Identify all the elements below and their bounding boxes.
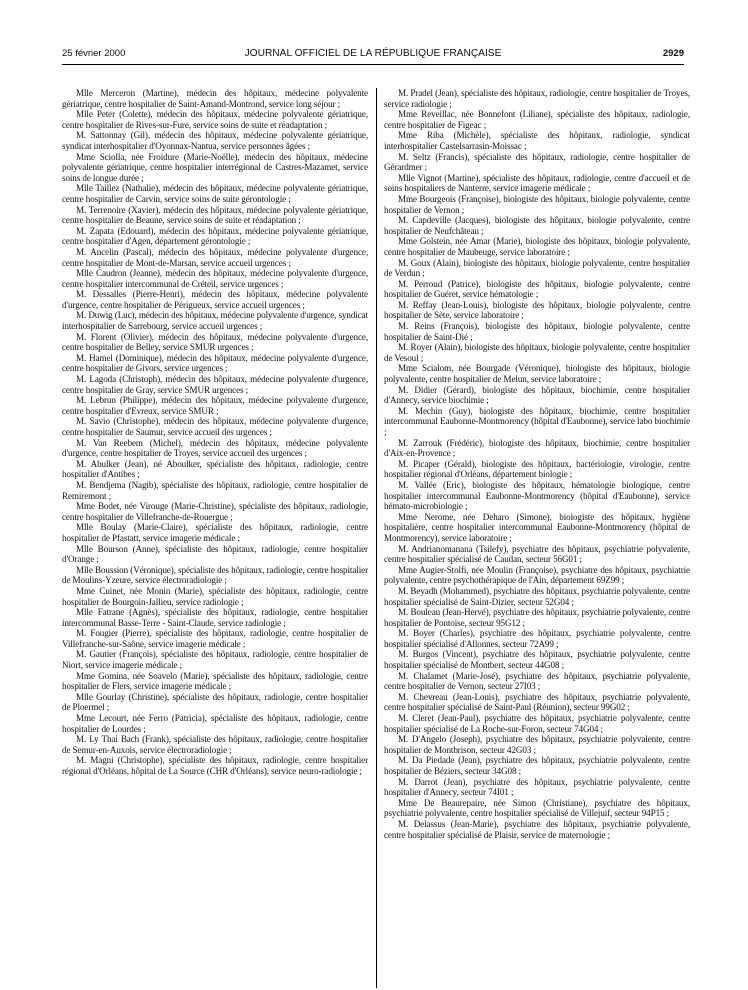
appointment-entry: Mme Scialom, née Bourgade (Véronique), biologiste des hôpitaux, biologie polyvalente, centre hospitalier de Melun, service laboratoire ; (384, 363, 690, 385)
appointment-entry: M. Andrianomanana (Tsilefy), psychiatre des hôpitaux, psychiatrie polyvalente, centre hospitalier spécialisé de Caudan, secteur 56G01 ; (384, 543, 690, 565)
appointment-entry: Mme Golstein, née Amar (Marie), biologiste des hôpitaux, biologie polyvalente, centre hospitalier de Maubeuge, service laboratoire ; (384, 236, 690, 257)
appointment-entry: M. Florent (Olivier), médecin des hôpitaux, médecine polyvalente d'urgence, centre hospitalier de Belley, service SMUR urgences ; (62, 331, 368, 353)
appointment-entry: Mme Gomina, née Soavelo (Marie), spécialiste des hôpitaux, radiologie, centre hospitalier de Flers, service imagerie médicale ; (62, 670, 368, 692)
appointment-entry: Mme Lecourt, née Ferro (Patricia), spécialiste des hôpitaux, radiologie, centre hospitalier de Lourdes ; (62, 713, 368, 734)
appointment-entry: M. Beyadh (Mohammed), psychiatre des hôpitaux, psychiatrie polyvalente, centre hospitalier spécialisé de Saint-Dizier, secteur 52G04 ; (384, 585, 690, 607)
appointment-entry: M. Ancelin (Pascal), médecin des hôpitaux, médecine polyvalente d'urgence, centre hospitalier de Mont-de-Marsan, service accueil urgences ; (62, 246, 368, 268)
appointment-entry: Mlle Fatrane (Agnès), spécialiste des hôpitaux, radiologie, centre hospitalier intercommunal Basse-Terre - Saint-Claude, service radiologie ; (62, 607, 368, 628)
journal-title: JOURNAL OFFICIEL DE LA RÉPUBLIQUE FRANÇAISE (244, 48, 502, 59)
appointment-entry: M. Boyer (Charles), psychiatre des hôpitaux, psychiatrie polyvalente, centre hospitalier spécialisé d'Allonnes, secteur 72A99 ; (384, 628, 690, 649)
appointment-entry: M. Mechin (Guy), biologiste des hôpitaux, biochimie, centre hospitalier intercommunal Eaubonne-Montmorency (hôpital d'Eaubonne), service labo biochimie ; (384, 405, 690, 437)
appointment-entry: Mlle Boulay (Marie-Claire), spécialiste des hôpitaux, radiologie, centre hospitalier de Pfastatt, service imagerie médicale ; (62, 522, 368, 543)
appointment-entry: Mme Augier-Stolfi, née Moulin (Françoise), psychiatre des hôpitaux, psychiatrie polyvalente, centre psychothérapique de l'Ain, département 69Z99 ; (384, 564, 690, 586)
appointment-entry: Mme De Beaurepaire, née Simon (Christiane), psychiatre des hôpitaux, psychiatrie polyvalente, centre hospitalier spécialisé de Villejuif, secteur 94P15 ; (384, 797, 690, 819)
appointment-entry: M. Dessalles (Pierre-Henri), médecin des hôpitaux, médecine polyvalente d'urgence, centre hospitalier de Périgueux, service accueil urgences ; (62, 289, 368, 310)
appointment-entry: M. Fougier (Pierre), spécialiste des hôpitaux, radiologie, centre hospitalier de Villefranche-sur-Saône, service imagerie médicale ; (62, 628, 368, 649)
appointment-entry: Mme Nerome, née Deharo (Simone), biologiste des hôpitaux, hygiène hospitalière, centre hospitalier intercommunal Eaubonne-Montmorency (hôpital de Montmorency), service laboratoire ; (384, 511, 690, 543)
appointment-entry: M. Capdeville (Jacques), biologiste des hôpitaux, biologie polyvalente, centre hospitalier de Neufchâteau ; (384, 215, 690, 236)
right-column (384, 88, 690, 988)
appointment-entry: Mme Reveillac, née Bonnefont (Liliane), spécialiste des hôpitaux, radiologie, centre hospitalier de Figeac ; (384, 109, 690, 130)
appointment-entry: M. Ly Thai Bach (Frank), spécialiste des hôpitaux, radiologie, centre hospitalier de Semur-en-Auxois, service électroradiologie ; (62, 734, 368, 755)
appointment-entry: M. Zarrouk (Frédéric), biologiste des hôpitaux, biochimie, centre hospitalier d'Aix-en-Provence ; (384, 437, 690, 459)
appointment-entry: M. Gautier (François), spécialiste des hôpitaux, radiologie, centre hospitalier de Niort, service imagerie médicale ; (62, 649, 368, 671)
appointment-entry: Mme Riba (Michèle), spécialiste des hôpitaux, radiologie, syndicat interhospitalier Castelsarrasin-Moissac ; (384, 130, 690, 151)
appointment-entry: Mlle Caudron (Jeanne), médecin des hôpitaux, médecine polyvalente d'urgence, centre hospitalier intercommunal de Créteil, service urgences ; (62, 268, 368, 289)
appointment-entry: Mme Cuinet, née Monin (Marie), spécialiste des hôpitaux, radiologie, centre hospitalier de Bourgoin-Jallieu, service radiologie ; (62, 585, 368, 607)
appointment-entry: M. Duwig (Luc), médecin des hôpitaux, médecine polyvalente d'urgence, syndicat interhospitalier de Sarrebourg, service accueil urgences ; (62, 310, 368, 332)
appointment-entry: M. Savio (Christophe), médecin des hôpitaux, médecine polyvalente d'urgence, centre hospitalier de Saumur, service accueil des urgences ; (62, 416, 368, 437)
appointment-entry: M. Reffay (Jean-Louis), biologiste des hôpitaux, biologie polyvalente, centre hospitalier de Sète, service laboratoire ; (384, 299, 690, 321)
left-column (62, 88, 368, 988)
appointment-entry: Mlle Peter (Colette), médecin des hôpitaux, médecine polyvalente gériatrique, centre hospitalier de Rives-sur-Fure, service soins de suite et réadaptation ; (62, 109, 368, 130)
appointment-entry: M. Van Reebem (Michel), médecin des hôpitaux, médecine polyvalente d'urgence, centre hospitalier de Troyes, service accueil des urgences ; (62, 437, 368, 459)
appointment-entry: Mme Sciolla, née Froidure (Marie-Noëlle), médecin des hôpitaux, médecine polyvalente gériatrique, centre hospitalier interrégional de Castres-Mazamet, service soins de longue durée ; (62, 151, 368, 183)
appointment-entry: Mlle Merceron (Martine), médecin des hôpitaux, médecine polyvalente gériatrique, centre hospitalier de Saint-Amand-Montrond, service long séjour ; (62, 88, 368, 109)
appointment-entry: M. Da Piedade (Jean), psychiatre des hôpitaux, psychiatrie polyvalente, centre hospitalier de Béziers, secteur 34G08 ; (384, 755, 690, 776)
appointment-entry: Mlle Bourson (Anne), spécialiste des hôpitaux, radiologie, centre hospitalier d'Orange ; (62, 543, 368, 565)
page-header (62, 48, 684, 62)
appointment-entry: M. D'Angelo (Joseph), psychiatre des hôpitaux, psychiatrie polyvalente, centre hospitalier de Montbrison, secteur 42G03 ; (384, 734, 690, 755)
appointment-entry: M. Goux (Alain), biologiste des hôpitaux, biologie polyvalente, centre hospitalier de Verdun ; (384, 257, 690, 279)
appointment-entry: M. Perroud (Patrice), biologiste des hôpitaux, biologie polyvalente, centre hospitalier de Guéret, service hématologie ; (384, 278, 690, 300)
appointment-entry: M. Chevreau (Jean-Louis), psychiatre des hôpitaux, psychiatrie polyvalente, centre hospitalier spécialisé de Saint-Paul (Réunion), secteur 99G02 ; (384, 691, 690, 713)
appointment-entry: M. Magni (Christophe), spécialiste des hôpitaux, radiologie, centre hospitalier régional d'Orléans, hôpital de La Source (CHR d'Orléans), service neuro-radiologie ; (62, 755, 368, 776)
appointment-entry: M. Delassus (Jean-Marie), psychiatre des hôpitaux, psychiatrie polyvalente, centre hospitalier spécialisé de Plaisir, service de maternologie ; (384, 818, 690, 840)
appointment-entry: M. Hamel (Dominique), médecin des hôpitaux, médecine polyvalente d'urgence, centre hospitalier de Givors, service urgences ; (62, 352, 368, 374)
appointment-entry: M. Seltz (Francis), spécialiste des hôpitaux, radiologie, centre hospitalier de Gérardmer ; (384, 151, 690, 173)
appointment-entry: Mme Bourgeois (Françoise), biologiste des hôpitaux, biologie polyvalente, centre hospitalier de Vernon ; (384, 193, 690, 215)
appointment-entry: M. Abulker (Jean), né Aboulker, spécialiste des hôpitaux, radiologie, centre hospitalier d'Antibes ; (62, 458, 368, 480)
appointment-entry: M. Picaper (Gérald), biologiste des hôpitaux, bactériologie, virologie, centre hospitalier régional d'Orléans, département biologie ; (384, 458, 690, 480)
appointment-entry: M. Didier (Gérard), biologiste des hôpitaux, biochimie, centre hospitalier d'Annecy, service biochimie ; (384, 384, 690, 406)
header-date: 25 février 2000 (62, 48, 126, 59)
appointment-entry: Mlle Gourlay (Christine), spécialiste des hôpitaux, radiologie, centre hospitalier de Ploermel ; (62, 691, 368, 713)
appointment-entry: M. Sattonnay (Gil), médecin des hôpitaux, médecine polyvalente gériatrique, syndicat interhospitalier d'Oyonnax-Nantua, service personnes âgées ; (62, 130, 368, 151)
appointment-entry: M. Bendjema (Nagib), spécialiste des hôpitaux, radiologie, centre hospitalier de Remiremont ; (62, 479, 368, 501)
appointment-entry: M. Burgos (Vincent), psychiatre des hôpitaux, psychiatrie polyvalente, centre hospitalier spécialisé de Montbert, secteur 44G08 ; (384, 649, 690, 671)
appointment-entry: M. Chalamet (Marie-José), psychiatre des hôpitaux, psychiatrie polyvalente, centre hospitalier de Vernon, secteur 27I03 ; (384, 670, 690, 692)
appointment-entry: M. Zapata (Edouard), médecin des hôpitaux, médecine polyvalente gériatrique, centre hospitalier d'Agen, département gérontologie ; (62, 225, 368, 247)
appointment-entry: M. Pradel (Jean), spécialiste des hôpitaux, radiologie, centre hospitalier de Troyes, service radiologie ; (384, 88, 690, 109)
appointment-entry: M. Lebrun (Philippe), médecin des hôpitaux, médecine polyvalente d'urgence, centre hospitalier d'Evreux, service SMUR ; (62, 395, 368, 416)
appointment-entry: Mlle Vignot (Martine), spécialiste des hôpitaux, radiologie, centre d'accueil et de soins hospitaliers de Nanterre, service imagerie médicale ; (384, 172, 690, 194)
appointment-entry: M. Bouleau (Jean-Hervé), psychiatre des hôpitaux, psychiatrie polyvalente, centre hospitalier de Pontoise, secteur 95G12 ; (384, 607, 690, 628)
text-columns (62, 88, 690, 988)
header-rule (62, 64, 684, 65)
appointment-entry: Mlle Boussion (Véronique), spécialiste des hôpitaux, radiologie, centre hospitalier de Moulins-Yzeure, service électroradiologie ; (62, 564, 368, 586)
appointment-entry: M. Reins (François), biologiste des hôpitaux, biologie polyvalente, centre hospitalier de Saint-Dié ; (384, 321, 690, 342)
appointment-entry: Mme Bodet, née Virouge (Marie-Christine), spécialiste des hôpitaux, radiologie, centre hospitalier de Villefranche-de-Rouergue ; (62, 501, 368, 522)
appointment-entry: M. Terrenoire (Xavier), médecin des hôpitaux, médecine polyvalente gériatrique, centre hospitalier de Beaune, service soins de suite et réadaptation ; (62, 204, 368, 226)
appointment-entry: M. Lagoda (Christoph), médecin des hôpitaux, médecine polyvalente d'urgence, centre hospitalier de Gray, service SMUR urgences ; (62, 374, 368, 395)
appointment-entry: M. Vallée (Eric), biologiste des hôpitaux, hématologie biologique, centre hospitalier intercommunal Eaubonne-Montmorency (hôpital d'Eaubonne), service hémato-microbiologie ; (384, 479, 690, 512)
page-number: 2929 (662, 48, 684, 59)
appointment-entry: Mlle Taillez (Nathalie), médecin des hôpitaux, médecine polyvalente gériatrique, centre hospitalier de Carvin, service soins de suite gérontologie ; (62, 183, 368, 204)
column-divider (376, 88, 377, 988)
appointment-entry: M. Darrot (Jean), psychiatre des hôpitaux, psychiatrie polyvalente, centre hospitalier d'Annecy, secteur 74I01 ; (384, 776, 690, 798)
appointment-entry: M. Royer (Alain), biologiste des hôpitaux, biologie polyvalente, centre hospitalier de Vesoul ; (384, 342, 690, 363)
appointment-entry: M. Cleret (Jean-Paul), psychiatre des hôpitaux, psychiatrie polyvalente, centre hospitalier spécialisé de La Roche-sur-Foron, secteur 74G04 ; (384, 713, 690, 734)
